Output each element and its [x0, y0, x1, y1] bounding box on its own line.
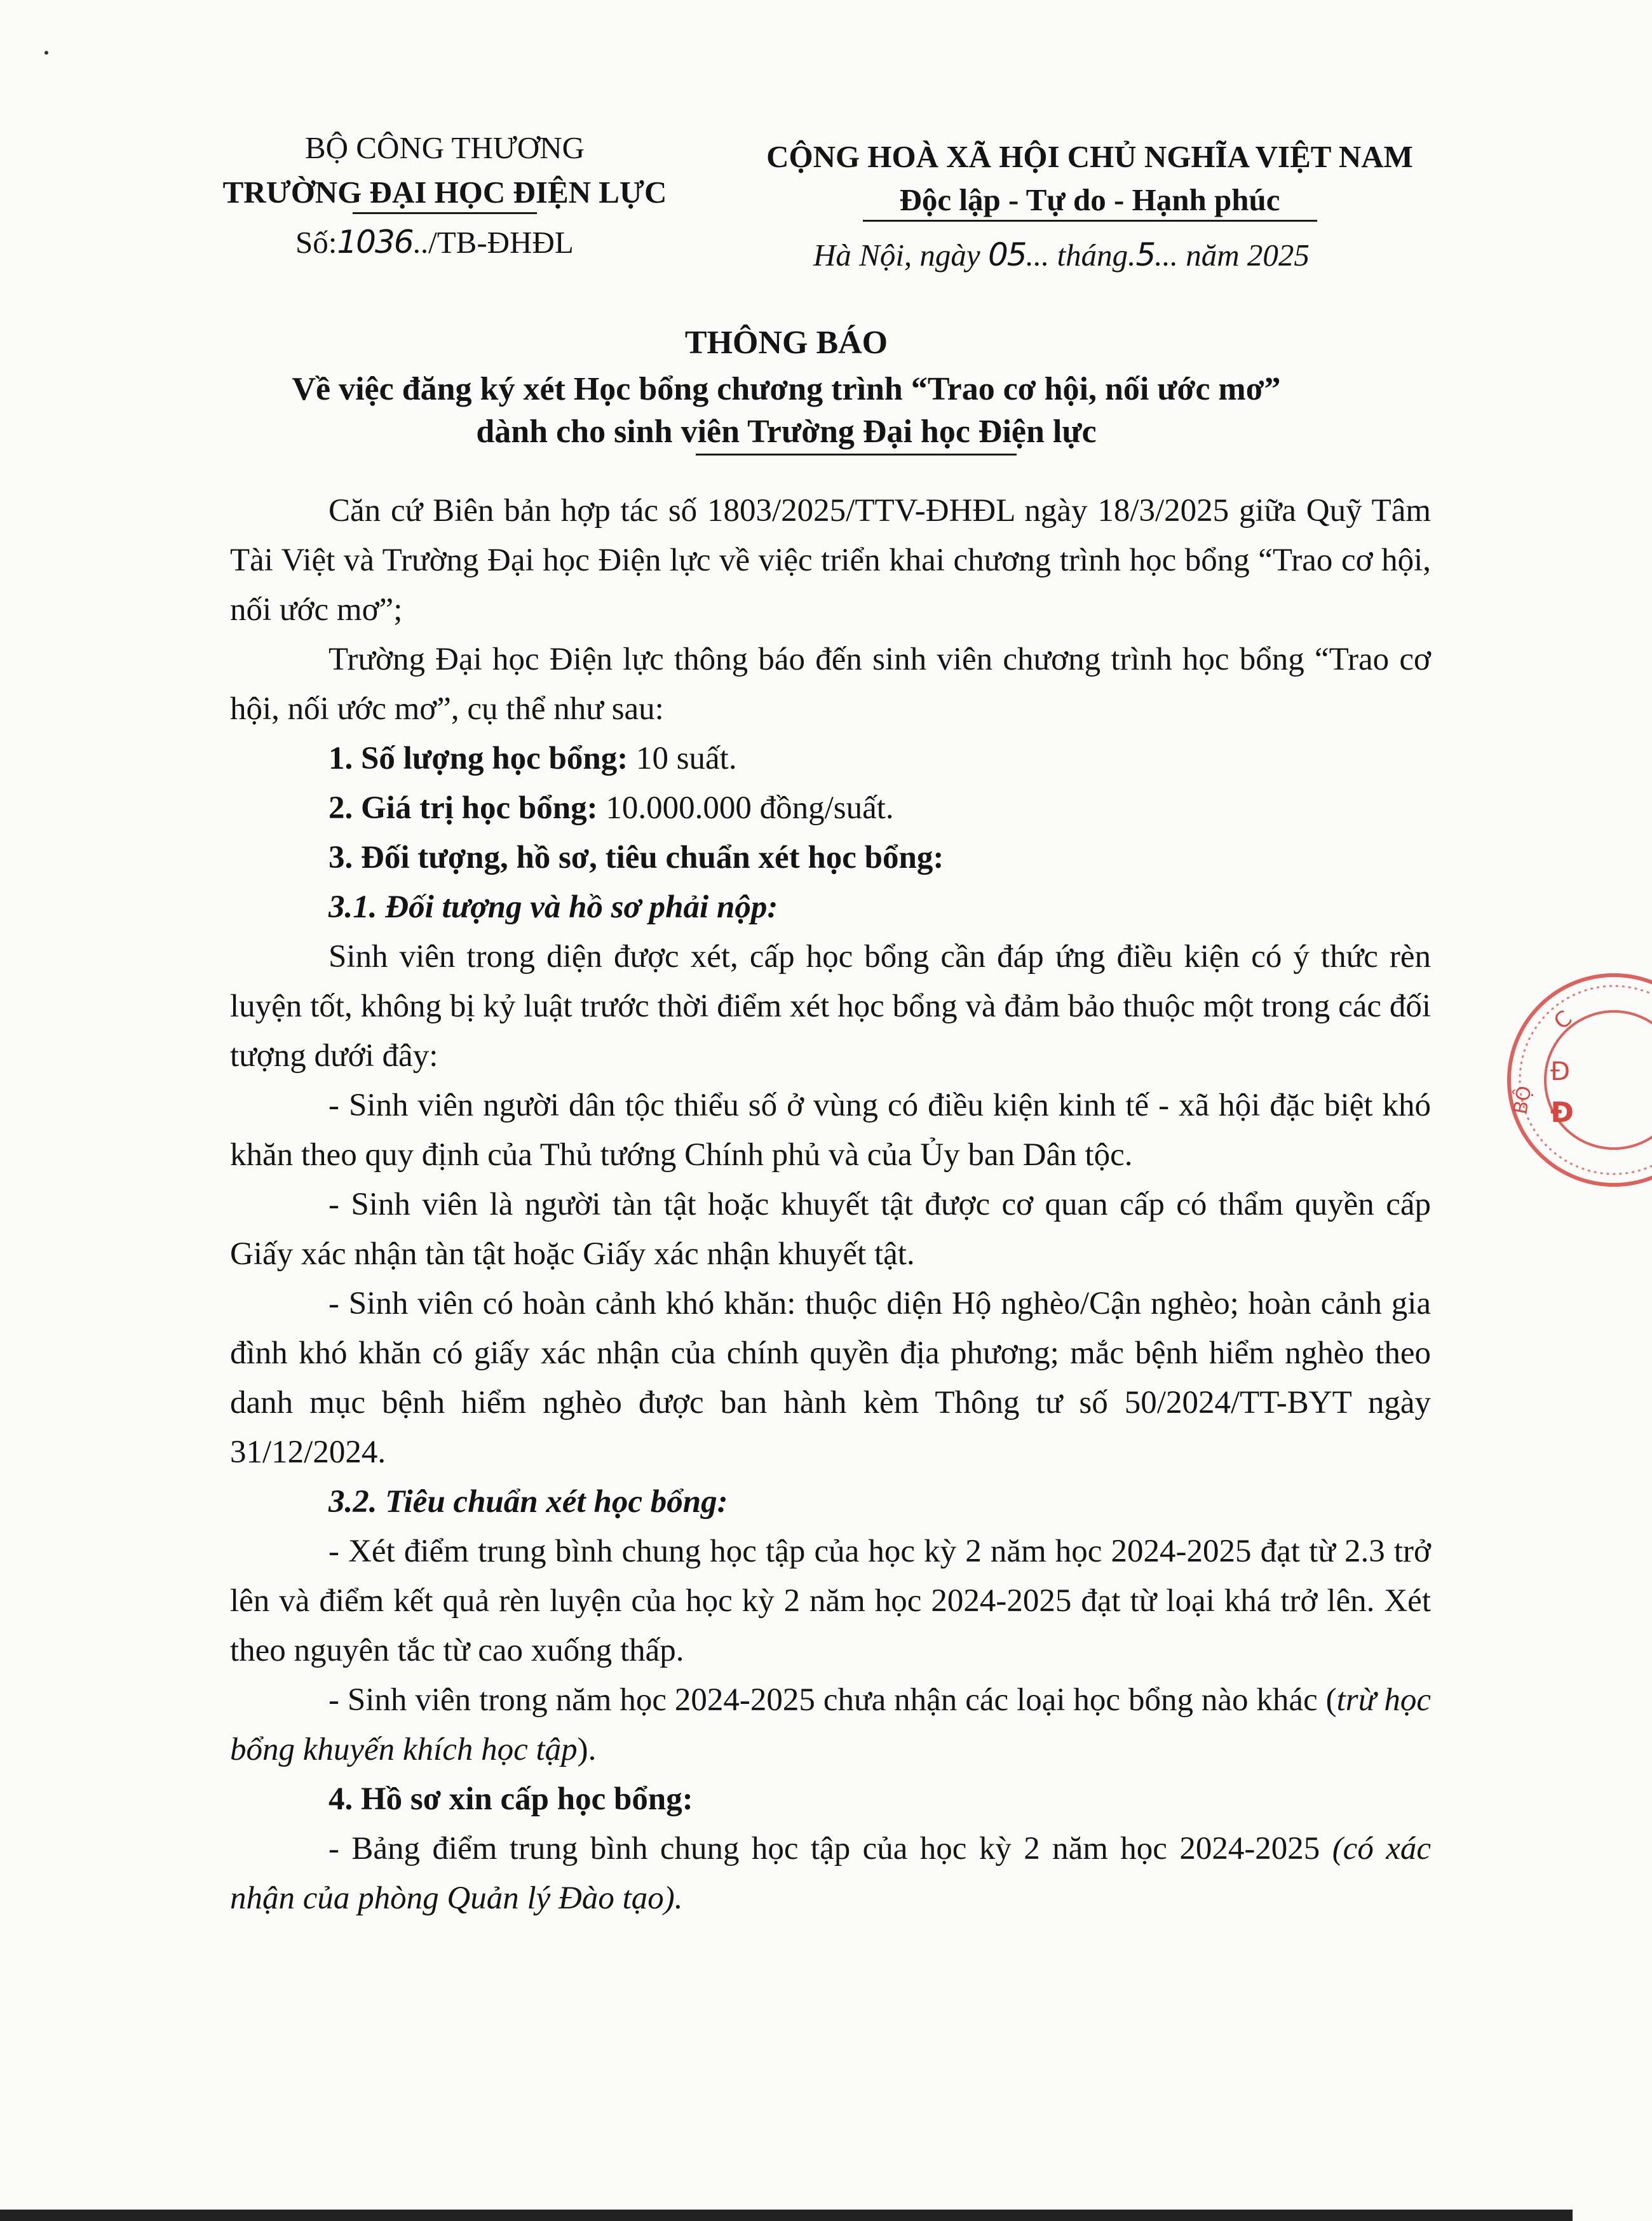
announcement-paragraph: Trường Đại học Điện lực thông báo đến sinh viên chương trình học bổng “Trao cơ hội, nối ước mơ”, cụ thể như sau: [230, 642, 1431, 727]
svg-text:Đ: Đ [1550, 1057, 1570, 1086]
section-3-2-heading: 3.2. Tiêu chuẩn xét học bổng: [328, 1484, 728, 1520]
section-4-heading: 4. Hồ sơ xin cấp học bổng: [328, 1781, 693, 1817]
issue-date [813, 236, 1310, 273]
republic-name: CỘNG HOÀ XÃ HỘI CHỦ NGHĨA VIỆT NAM [766, 139, 1413, 174]
eligibility-paragraph: Sinh viên trong diện được xét, cấp học bổng cần đáp ứng điều kiện có ý thức rèn luyện tốt, không bị kỷ luật trước thời điểm xét học bổng và đảm bảo thuộc một trong các đối tượng dưới đây: [230, 939, 1431, 1074]
date-part1: Hà Nội, ngày [813, 238, 988, 273]
official-seal [1487, 953, 1652, 1207]
criteria-item-gpa: - Xét điểm trung bình chung học tập của học kỳ 2 năm học 2024-2025 đạt từ 2.3 trở lên và điểm kết quả rèn luyện của học kỳ 2 năm học 2024-2025 đạt từ loại khá trở lên. Xét theo nguyên tắc từ cao xuống thấp. [230, 1534, 1431, 1668]
scan-bottom-edge [0, 2210, 1573, 2221]
ministry-name: BỘ CÔNG THƯƠNG [304, 130, 585, 165]
quantity-label: 1. Số lượng học bổng: [328, 741, 628, 776]
svg-text:C: C [1549, 1005, 1577, 1035]
scan-speck [44, 51, 48, 55]
number-handwritten: 1036 [337, 224, 413, 260]
section-3-1-heading: 3.1. Đối tượng và hồ sơ phải nộp: [328, 889, 778, 925]
subject-underline [696, 454, 1017, 456]
transcript-note: (có xác nhận của phòng Quản lý Đào tạo). [230, 1831, 1431, 1916]
date-part3: ... năm 2025 [1154, 238, 1310, 273]
legal-basis-paragraph: Căn cứ Biên bản hợp tác số 1803/2025/TTV-ĐHĐL ngày 18/3/2025 giữa Quỹ Tâm Tài Việt và Trường Đại học Điện lực về việc triển khai chương trình học bổng “Trao cơ hội, nối ước mơ”; [230, 493, 1431, 628]
section-3-heading: 3. Đối tượng, hồ sơ, tiêu chuẩn xét học bổng: [328, 840, 944, 875]
number-suffix: ../TB-ĐHĐL [412, 225, 574, 260]
scholarship-quantity [230, 734, 1431, 783]
document-title: THÔNG BÁO [684, 325, 888, 361]
svg-text:BỘ: BỘ [1509, 1084, 1536, 1116]
criteria-text-c: ). [577, 1732, 597, 1767]
criteria-item-other-scholarship [230, 1675, 1431, 1774]
number-prefix: Số: [295, 225, 337, 260]
university-name: TRƯỜNG ĐẠI HỌC ĐIỆN LỰC [222, 175, 667, 210]
document-body [230, 486, 1431, 1923]
value-amount: 10.000.000 đồng/suất. [597, 790, 894, 826]
transcript-text: - Bảng điểm trung bình chung học tập của học kỳ 2 năm học 2024-2025 [328, 1831, 1320, 1867]
eligibility-item-hardship: - Sinh viên có hoàn cảnh khó khăn: thuộc diện Hộ nghèo/Cận nghèo; hoàn cảnh gia đình khó khăn có giấy xác nhận của chính quyền địa phương; mắc bệnh hiểm nghèo theo danh mục bệnh hiểm nghèo được ban hành kèm Thông tư số 50/2024/TT-BYT ngày 31/12/2024. [230, 1286, 1431, 1470]
quantity-value: 10 suất. [628, 741, 737, 776]
date-day: 05 [987, 236, 1026, 273]
document-number [295, 226, 574, 258]
date-month: 5 [1135, 236, 1155, 273]
value-label: 2. Giá trị học bổng: [328, 790, 598, 826]
eligibility-item-disability: - Sinh viên là người tàn tật hoặc khuyết tật được cơ quan cấp có thẩm quyền cấp Giấy xác nhận tàn tật hoặc Giấy xác nhận khuyết tật. [230, 1187, 1431, 1272]
motto-underline [863, 220, 1317, 222]
scholarship-value [230, 783, 1431, 833]
eligibility-item-ethnic: - Sinh viên người dân tộc thiểu số ở vùng có điều kiện kinh tế - xã hội đặc biệt khó khăn theo quy định của Thủ tướng Chính phủ và của Ủy ban Dân tộc. [230, 1088, 1431, 1173]
svg-text:Đ: Đ [1550, 1097, 1574, 1129]
date-part2: ... tháng. [1026, 238, 1136, 273]
criteria-text-a: - Sinh viên trong năm học 2024-2025 chưa nhận các loại học bổng nào khác ( [328, 1682, 1337, 1718]
document-subject-line1: Về việc đăng ký xét Học bổng chương trình “Trao cơ hội, nối ước mơ” [292, 371, 1281, 407]
document-subject-line2: dành cho sinh viên Trường Đại học Điện lực [476, 414, 1097, 450]
application-item-transcript [230, 1824, 1431, 1923]
national-motto: Độc lập - Tự do - Hạnh phúc [899, 182, 1280, 217]
criteria-text-italic: trừ học bổng khuyến khích học tập [230, 1682, 1431, 1767]
university-underline [353, 212, 537, 214]
